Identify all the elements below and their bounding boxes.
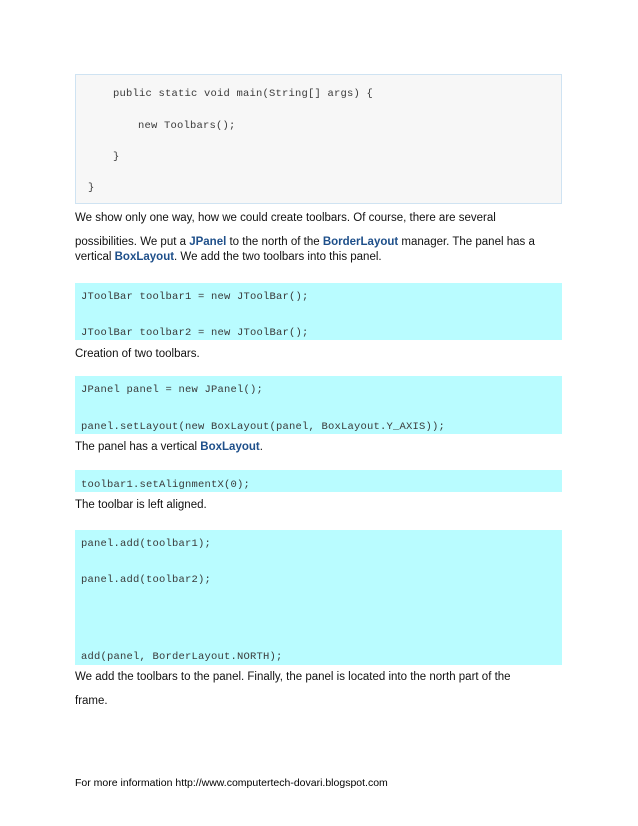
code-line: public static void main(String[] args) { xyxy=(113,88,374,100)
caption xyxy=(75,440,263,454)
code-line: } xyxy=(88,182,95,194)
caption: The toolbar is left aligned. xyxy=(75,499,207,511)
paragraph-line: We add the toolbars to the panel. Finally, the panel is located into the north part of the xyxy=(75,671,511,683)
code-line: JToolBar toolbar2 = new JToolBar(); xyxy=(81,327,309,339)
text: to the north of the xyxy=(226,236,323,248)
code-line: new Toolbars(); xyxy=(138,120,236,132)
code-line: JPanel panel = new JPanel(); xyxy=(81,384,264,396)
text: vertical xyxy=(75,251,115,263)
code-line: JToolBar toolbar1 = new JToolBar(); xyxy=(81,291,309,303)
code-line: panel.add(toolbar2); xyxy=(81,574,212,586)
text: possibilities. We put a xyxy=(75,236,190,248)
code-block-panel xyxy=(75,376,562,434)
code-line: toolbar1.setAlignmentX(0); xyxy=(81,479,251,491)
text: manager. The panel has a xyxy=(398,236,535,248)
keyword-jpanel: JPanel xyxy=(189,236,227,248)
keyword-boxlayout: BoxLayout xyxy=(114,251,175,263)
keyword-borderlayout: BorderLayout xyxy=(322,236,399,248)
text: . We add the two toolbars into this panel. xyxy=(174,251,382,263)
code-line: panel.setLayout(new BoxLayout(panel, BoxLayout.Y_AXIS)); xyxy=(81,421,446,433)
code-block-alignment xyxy=(75,470,562,492)
text: The panel has a vertical xyxy=(75,441,201,453)
paragraph-line: We show only one way, how we could create toolbars. Of course, there are several xyxy=(75,212,496,224)
page-footer: For more information http://www.computertech-dovari.blogspot.com xyxy=(75,777,388,789)
caption: Creation of two toolbars. xyxy=(75,348,200,360)
code-block-main xyxy=(75,74,562,204)
paragraph-line: frame. xyxy=(75,695,108,707)
paragraph-line xyxy=(75,250,382,264)
code-line: panel.add(toolbar1); xyxy=(81,538,212,550)
code-line: add(panel, BorderLayout.NORTH); xyxy=(81,651,283,663)
code-line: } xyxy=(113,151,120,163)
paragraph-line xyxy=(75,235,535,249)
code-block-toolbars xyxy=(75,283,562,340)
text: . xyxy=(259,441,263,453)
keyword-boxlayout: BoxLayout xyxy=(200,441,260,453)
code-block-add xyxy=(75,530,562,665)
